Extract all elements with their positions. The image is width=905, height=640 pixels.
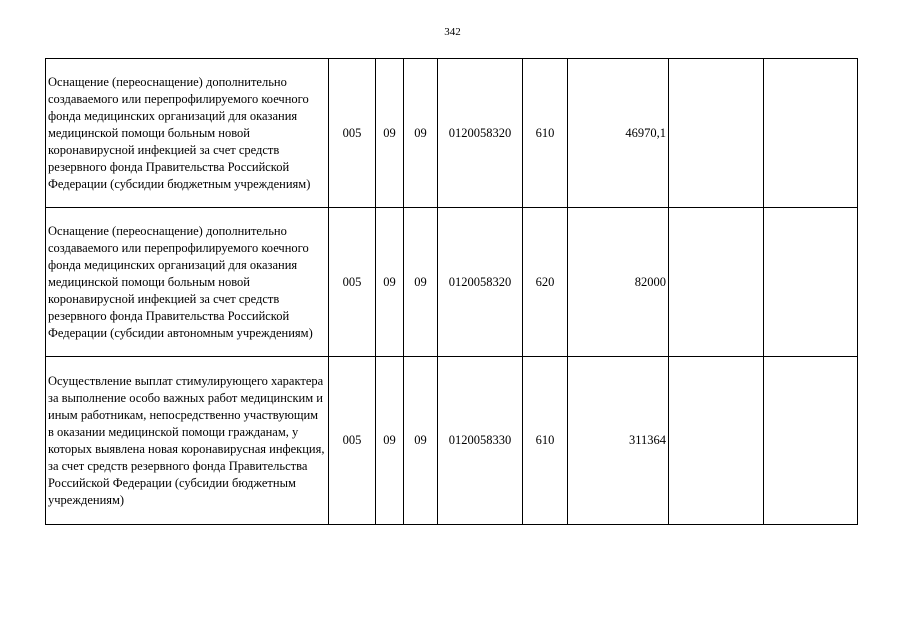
expense-type-code: 610 [523, 357, 568, 525]
subsection-code: 09 [404, 357, 438, 525]
empty-cell [764, 357, 858, 525]
empty-cell [669, 59, 764, 208]
amount-cell: 82000 [568, 208, 669, 357]
expense-type-code: 610 [523, 59, 568, 208]
empty-cell [669, 357, 764, 525]
expense-description: Оснащение (переоснащение) дополнительно создаваемого или перепрофилируемого коечного фонда медицинских организаций для оказания медицинской помощи больным новой коронавирусной инфекцией за счет средств резервного фонда Правительства Российской Федерации (субсидии автономным учреждениям) [46, 208, 329, 357]
page-number: 342 [444, 26, 461, 38]
amount-cell: 311364 [568, 357, 669, 525]
expense-description: Оснащение (переоснащение) дополнительно создаваемого или перепрофилируемого коечного фонда медицинских организаций для оказания медицинской помощи больным новой коронавирусной инфекцией за счет средств резервного фонда Правительства Российской Федерации (субсидии бюджетным учреждениям) [46, 59, 329, 208]
subsection-code: 09 [404, 59, 438, 208]
empty-cell [764, 59, 858, 208]
target-article-code: 0120058330 [438, 357, 523, 525]
expense-type-code: 620 [523, 208, 568, 357]
ministry-code: 005 [329, 59, 376, 208]
ministry-code: 005 [329, 357, 376, 525]
empty-cell [764, 208, 858, 357]
empty-cell [669, 208, 764, 357]
section-code: 09 [376, 59, 404, 208]
section-code: 09 [376, 208, 404, 357]
table-row [46, 208, 858, 357]
section-code: 09 [376, 357, 404, 525]
amount-cell: 46970,1 [568, 59, 669, 208]
table-row [46, 357, 858, 525]
ministry-code: 005 [329, 208, 376, 357]
subsection-code: 09 [404, 208, 438, 357]
target-article-code: 0120058320 [438, 208, 523, 357]
budget-table [45, 58, 858, 525]
table-row [46, 59, 858, 208]
target-article-code: 0120058320 [438, 59, 523, 208]
expense-description: Осуществление выплат стимулирующего характера за выполнение особо важных работ медицинским и иным работникам, непосредственно участвующим в оказании медицинской помощи гражданам, у которых выявлена новая коронавирусная инфекция, за счет средств резервного фонда Правительства Российской Федерации (субсидии бюджетным учреждениям) [46, 357, 329, 525]
